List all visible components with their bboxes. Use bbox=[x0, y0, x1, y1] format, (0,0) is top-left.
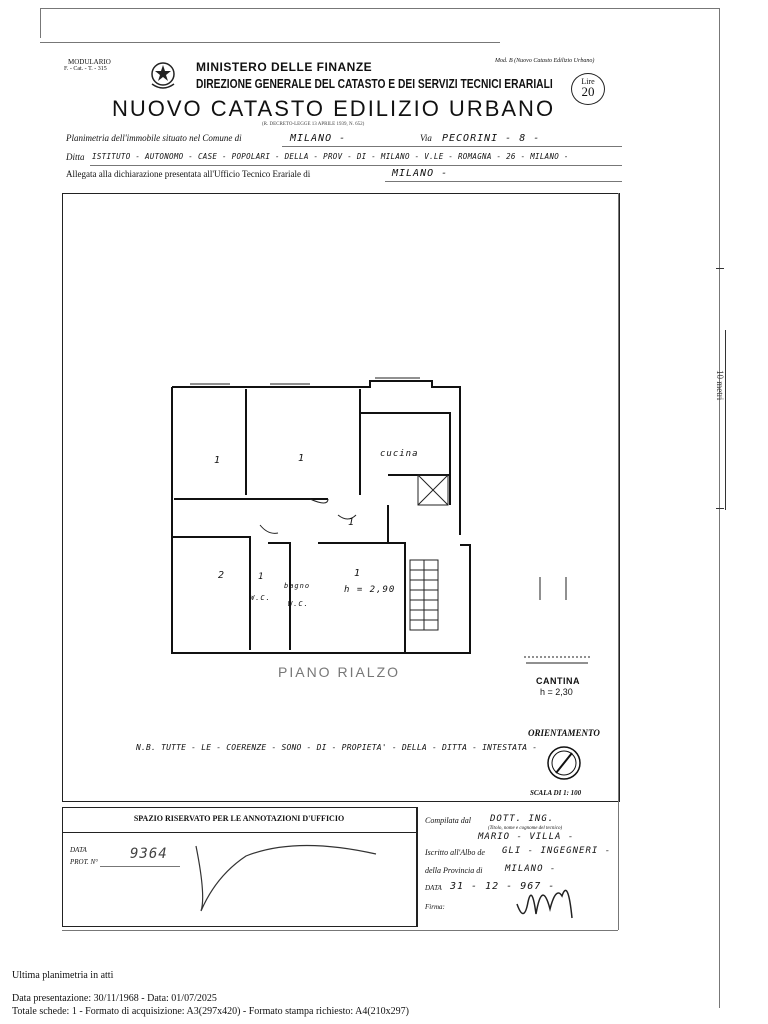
tax-stamp bbox=[571, 73, 605, 105]
direction-name: DIREZIONE GENERALE DEL CATASTO E DEI SERVIZI TECNICI ERARIALI bbox=[196, 77, 553, 91]
room-label: 1 bbox=[348, 517, 356, 528]
allegata-label: Allegata alla dichiarazione presentata all'Ufficio Tecnico Erariale di bbox=[66, 169, 311, 179]
cantina-label: CANTINA bbox=[536, 676, 580, 686]
compiler-data-label: DATA bbox=[425, 884, 442, 892]
room-label: 1 bbox=[298, 453, 306, 464]
page-title: NUOVO CATASTO EDILIZIO URBANO bbox=[112, 96, 556, 121]
sheet-left-tick bbox=[40, 8, 41, 38]
orientation-label: ORIENTAMENTO bbox=[528, 728, 600, 738]
bottom-rule bbox=[62, 930, 618, 931]
albo-label: Iscritto all'Albo de bbox=[425, 848, 485, 857]
modulario-code: F. - Cat. - T. - 315 bbox=[64, 66, 107, 72]
side-scale-tick bbox=[716, 508, 724, 509]
compiler-data-value: 31 - 12 - 967 - bbox=[450, 881, 556, 892]
provincia-value: MILANO - bbox=[505, 864, 557, 874]
ditta-label: Ditta bbox=[66, 152, 85, 162]
republic-emblem-icon bbox=[148, 58, 178, 92]
technician-name: MARIO - VILLA - bbox=[478, 832, 575, 842]
side-scale-bar bbox=[725, 330, 726, 510]
stamp-label: Lire bbox=[581, 77, 595, 86]
wc-label: W.C. bbox=[288, 600, 309, 608]
office-data-label: DATA bbox=[70, 846, 87, 854]
allegata-value: MILANO - bbox=[392, 168, 449, 179]
room-label: 1 bbox=[258, 572, 265, 582]
ditta-value: ISTITUTO - AUTONOMO - CASE - POPOLARI - DELLA - PROV - DI - MILANO - V.LE - ROMAGNA - 26 - MILANO - bbox=[92, 152, 569, 161]
via-value: PECORINI - 8 - bbox=[442, 133, 541, 144]
field-rule bbox=[282, 146, 622, 147]
cantina-height: h = 2,30 bbox=[540, 687, 573, 697]
office-rule bbox=[100, 866, 180, 867]
compilata-value: DOTT. ING. bbox=[490, 814, 555, 824]
office-prot-value: 9364 bbox=[130, 846, 168, 862]
room-label: 2 bbox=[218, 570, 226, 581]
compass-icon bbox=[546, 745, 582, 781]
office-signature bbox=[186, 836, 386, 916]
compilata-label: Compilata dal bbox=[425, 816, 472, 825]
coherence-note: N.B. TUTTE - LE - COERENZE - SONO - DI - PROPIETA' - DELLA - DITTA - INTESTATA - bbox=[136, 743, 538, 752]
room-label: 1 bbox=[354, 568, 362, 579]
box-divider bbox=[416, 808, 417, 926]
office-prot-label: PROT. N° bbox=[70, 858, 98, 866]
albo-value: GLI - INGEGNERI - bbox=[502, 846, 612, 856]
side-scale-label: 10 metri bbox=[715, 370, 725, 401]
room-label-bath: bagno bbox=[284, 582, 311, 590]
room-label: 1 bbox=[214, 455, 222, 466]
comune-label: Planimetria dell'immobile situato nel Comune di bbox=[66, 133, 242, 143]
scale-label: SCALA DI 1: 100 bbox=[530, 789, 582, 797]
field-rule bbox=[385, 181, 622, 182]
floor-plan bbox=[160, 375, 480, 665]
room-label-kitchen: cucina bbox=[380, 449, 419, 459]
ministry-name: MINISTERO DELLE FINANZE bbox=[196, 60, 373, 74]
mod-ref: Mod. B (Nuovo Catasto Edilizio Urbano) bbox=[495, 58, 595, 64]
footer-dates: Data presentazione: 30/11/1968 - Data: 01/07/2025 bbox=[12, 993, 217, 1004]
comune-value: MILANO - bbox=[290, 133, 347, 144]
right-rule bbox=[618, 193, 619, 930]
side-scale-tick bbox=[716, 268, 724, 269]
footer-format: Totale schede: 1 - Formato di acquisizione: A3(297x420) - Formato stampa richiesto: A4(210x297) bbox=[12, 1006, 409, 1017]
floor-label: PIANO RIALZO bbox=[278, 664, 401, 680]
sheet-top-border bbox=[40, 8, 720, 9]
via-label: Via bbox=[420, 133, 432, 143]
office-box-title: SPAZIO RISERVATO PER LE ANNOTAZIONI D'UFFICIO bbox=[133, 814, 345, 823]
header-top-rule bbox=[40, 42, 500, 43]
modulario: MODULARIO bbox=[68, 58, 111, 66]
provincia-label: della Provincia di bbox=[425, 866, 483, 875]
decree-ref: (R. DECRETO-LEGGE 13 APRILE 1939, N. 652) bbox=[262, 122, 365, 127]
cantina-plan bbox=[522, 575, 592, 670]
stamp-value: 20 bbox=[581, 84, 595, 99]
name-hint: (Titolo, nome e cognome del tecnico) bbox=[488, 826, 563, 831]
room-height: h = 2,90 bbox=[344, 585, 396, 595]
wc-label: W.C. bbox=[250, 594, 271, 602]
office-box-rule bbox=[62, 832, 417, 833]
firma-label: Firma: bbox=[425, 903, 445, 911]
field-rule bbox=[90, 165, 622, 166]
technician-signature bbox=[512, 874, 582, 930]
footer-last-plan: Ultima planimetria in atti bbox=[12, 970, 114, 981]
